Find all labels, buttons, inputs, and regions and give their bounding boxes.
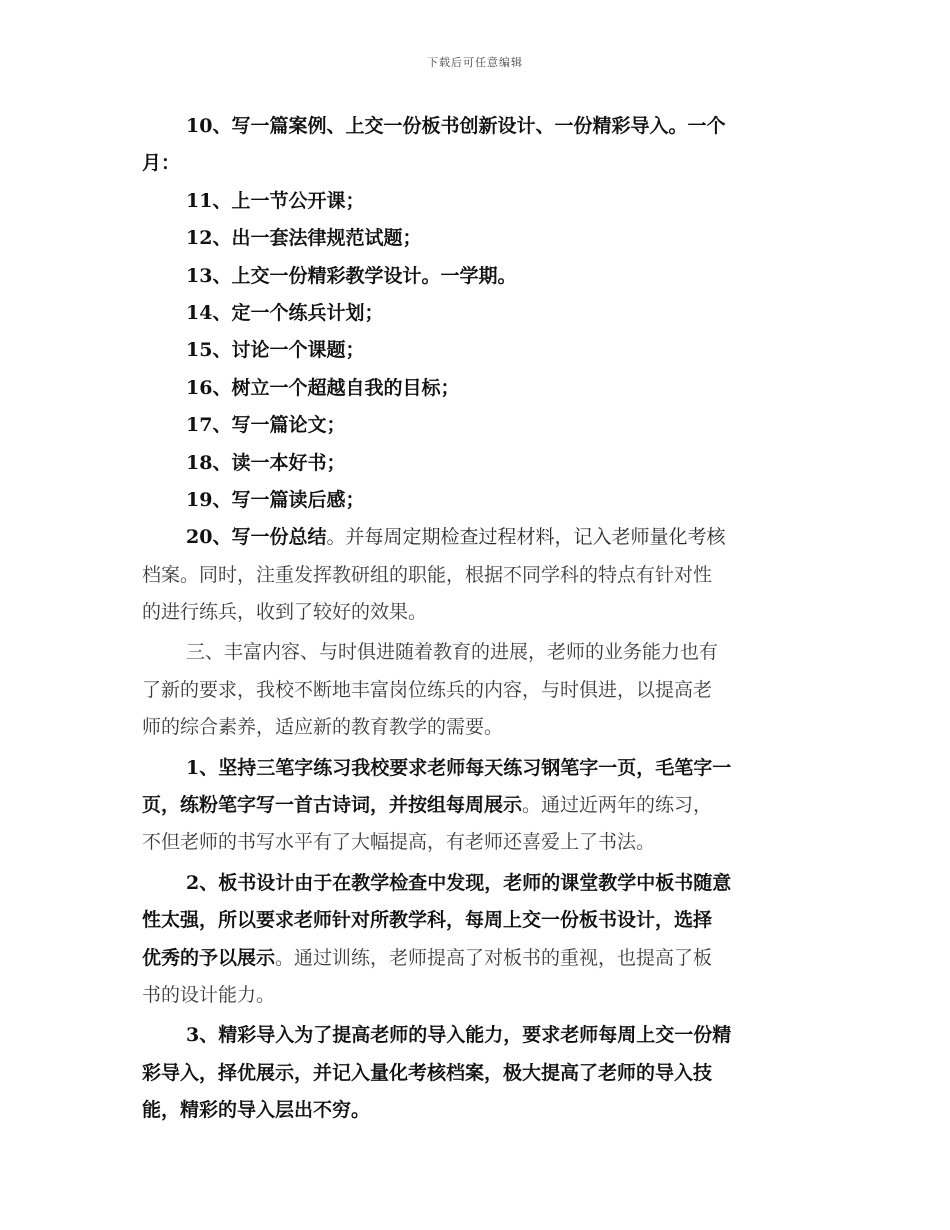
paragraph-line: 16、树立一个超越自我的目标； bbox=[186, 376, 460, 399]
paragraph-line: 12、出一套法律规范试题； bbox=[186, 227, 422, 250]
paragraph-line: 19、写一篇读后感； bbox=[186, 488, 365, 511]
paragraph-line: 了新的要求，我校不断地丰富岗位练兵的内容，与时俱进，以提高老 bbox=[142, 678, 713, 701]
document-body bbox=[142, 108, 812, 1130]
paragraph-line: 书的设计能力。 bbox=[142, 983, 276, 1006]
paragraph-line: 14、定一个练兵计划； bbox=[186, 301, 384, 324]
paragraph-line: 18、读一本好书； bbox=[186, 451, 346, 474]
section-heading-line: 三、丰富内容、与时俱进随着教育的进展，老师的业务能力也有 bbox=[186, 641, 719, 664]
emphasis-text: 页，练粉笔字写一首古诗词，并按组每周展示 bbox=[142, 794, 523, 817]
paragraph-line: 11、上一节公开课； bbox=[186, 189, 365, 212]
paragraph-line: 2、板书设计由于在教学检查中发现，老师的课堂教学中板书随意 bbox=[186, 871, 732, 894]
paragraph-line bbox=[142, 787, 812, 824]
paragraph-line bbox=[142, 519, 812, 556]
paragraph-line: 3、精彩导入为了提高老师的导入能力，要求老师每周上交一份精 bbox=[186, 1024, 732, 1047]
body-text: 。通过近两年的练习， bbox=[522, 794, 713, 817]
body-text: 。并每周定期检查过程材料，记入老师量化考核 bbox=[326, 526, 726, 549]
paragraph-line: 1、坚持三笔字练习我校要求老师每天练习钢笔字一页，毛笔字一 bbox=[186, 756, 732, 779]
paragraph-line: 17、写一篇论文； bbox=[186, 414, 346, 437]
page-header: 下载后可任意编辑 bbox=[427, 56, 523, 69]
paragraph-line: 能，精彩的导入层出不穷。 bbox=[142, 1099, 371, 1122]
body-text: 。通过训练，老师提高了对板书的重视，也提高了板 bbox=[275, 946, 713, 969]
paragraph-line: 档案。同时，注重发挥教研组的职能，根据不同学科的特点有针对性 bbox=[142, 563, 713, 586]
paragraph-line: 10、写一篇案例、上交一份板书创新设计、一份精彩导入。一个 bbox=[186, 115, 726, 137]
paragraph-line bbox=[142, 940, 812, 977]
paragraph-line: 师的综合素养，适应新的教育教学的需要。 bbox=[142, 716, 504, 739]
paragraph-line: 性太强，所以要求老师针对所教学科，每周上交一份板书设计，选择 bbox=[142, 909, 713, 932]
paragraph-line: 不但老师的书写水平有了大幅提高，有老师还喜爱上了书法。 bbox=[142, 831, 656, 854]
paragraph-line: 15、讨论一个课题； bbox=[186, 339, 365, 362]
emphasis-text: 优秀的予以展示 bbox=[142, 946, 276, 969]
paragraph-line: 月： bbox=[142, 152, 181, 175]
emphasis-text: 20、写一份总结 bbox=[186, 526, 327, 549]
paragraph-line: 彩导入，择优展示，并记入量化考核档案，极大提高了老师的导入技 bbox=[142, 1061, 713, 1084]
paragraph-line: 的进行练兵，收到了较好的效果。 bbox=[142, 601, 428, 624]
paragraph-line: 13、上交一份精彩教学设计。一学期。 bbox=[186, 264, 517, 287]
